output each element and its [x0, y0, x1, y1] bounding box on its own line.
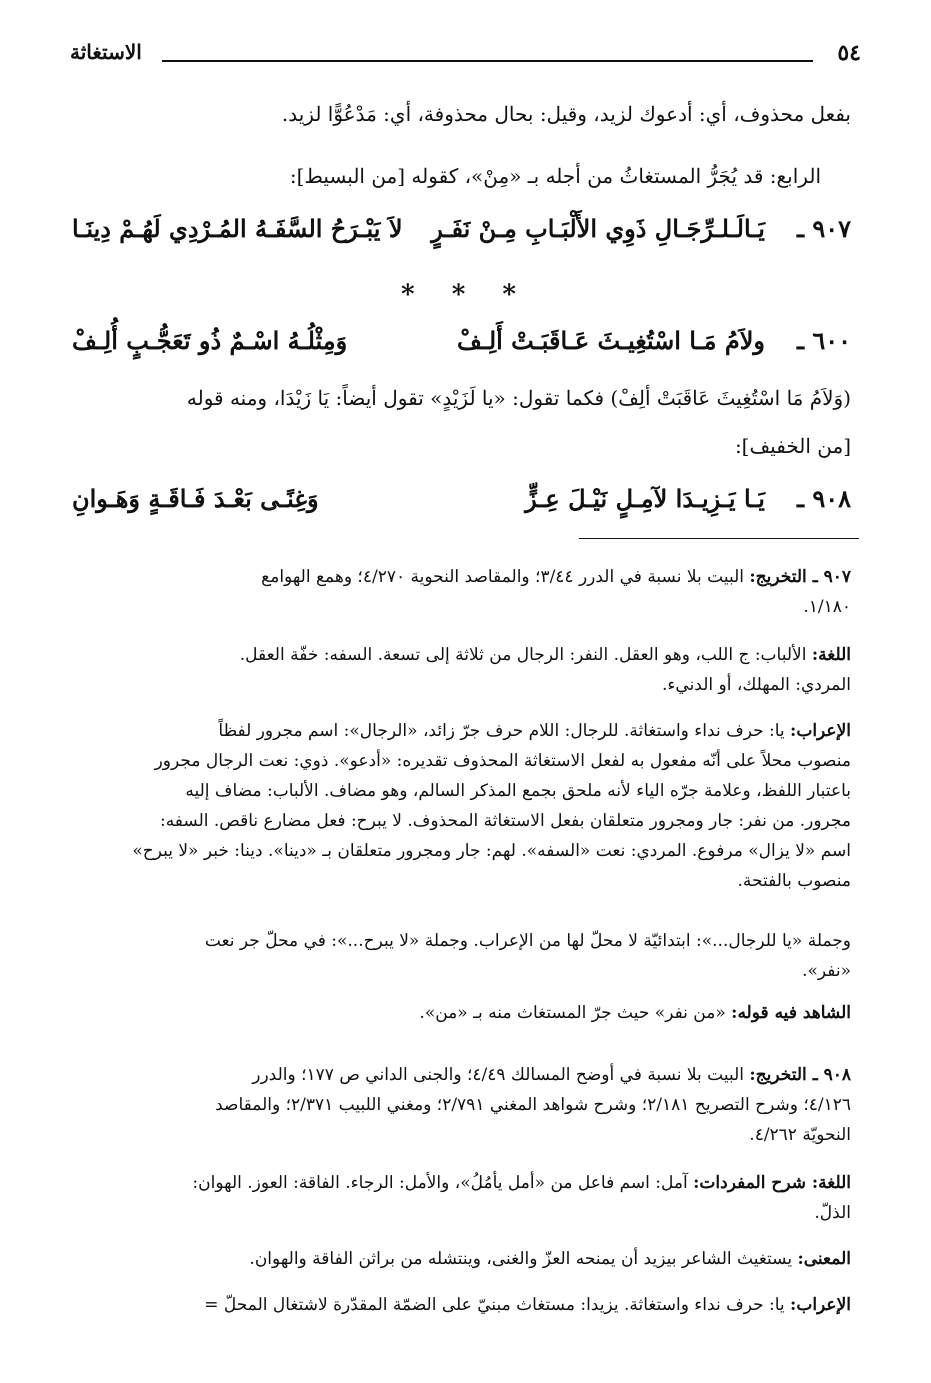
verse-908 — [72, 484, 851, 528]
footnote-text: البيت بلا نسبة في أوضح المسالك ٤/٤٩؛ والجنى الداني ص ١٧٧؛ والدرر — [252, 1065, 744, 1085]
footnote-label: ٩٠٨ ـ التخريج: — [749, 1065, 851, 1085]
verse-first-hemistich: يَـالَـلـرِّجَـالِ ذَوِي الأَلْبَـابِ مِـنْ نَفَـرٍ — [431, 214, 765, 243]
footnote-text: المردي: المهلك، أو الدنيء. — [662, 675, 851, 695]
footnote-text: باعتبار اللفظ، وعلامة جرّه الياء لأنه ملحق بجمع المذكر السالم، وهو مضاف. الألباب: مضاف إليه — [185, 781, 851, 801]
footnote-text: وجملة «يا للرجال...»: ابتدائيّة لا محلّ لها من الإعراب. وجملة «لا يبرح...»: في محلّ جر نعت — [204, 931, 851, 951]
footnote-text: يستغيث الشاعر بيزيد أن يمنحه العزّ والغنى، وينتشله من براثن الفاقة والهوان. — [249, 1249, 793, 1269]
footnote-separator — [579, 538, 859, 539]
verse-number: ٩٠٨ ـ — [796, 484, 851, 513]
footnote-text: «نفر». — [802, 961, 851, 981]
verse-number: ٦٠٠ ـ — [796, 326, 851, 355]
footnote-text: اسم «لا يزال» مرفوع. المردي: نعت «السفه». لهم: جار ومجرور متعلقان بـ «دينا». دينا: خبر «لا يبرح» — [132, 841, 851, 861]
verse-second-hemistich: وَغِنًـى بَعْـدَ فَـاقَـةٍ وَهَـوانِ — [72, 484, 319, 513]
footnote-text: منصوب محلاً على أنّه مفعول به لفعل الاستغاثة المحذوف تقديره: «أدعو». ذوي: نعت الرجال مجرور — [154, 751, 851, 771]
footnote-label: المعنى: — [797, 1249, 851, 1269]
body-line-2: الرابع: قد يُجَرُّ المستغاثُ من أجله بـ «مِنْ»، كقوله [من البسيط]: — [289, 164, 821, 188]
verse-number: ٩٠٧ ـ — [796, 214, 851, 243]
page-number: ٥٤ — [837, 40, 861, 66]
footnote-text: النحويّة ٤/٢٦٢. — [749, 1125, 851, 1145]
section-separator: * * * — [401, 280, 530, 310]
header-rule — [162, 60, 813, 62]
footnote-label: الإعراب: — [790, 1295, 851, 1315]
footnote-text: ١/١٨٠. — [803, 597, 851, 617]
footnote-908-irab — [70, 1290, 851, 1320]
verse-second-hemistich: وَمِثْلُـهُ اسْـمٌ ذُو تَعَجُّـبٍ أُلِـفْ — [72, 326, 348, 355]
body-line-1: بفعل محذوف، أي: أدعوك لزيد، وقيل: بحال محذوفة، أي: مَدْعُوًّا لزيد. — [281, 102, 851, 126]
running-header — [70, 40, 861, 74]
footnote-label: اللغة: — [811, 645, 851, 665]
footnote-907-irab — [70, 716, 851, 896]
footnote-text: منصوب بالفتحة. — [737, 871, 851, 891]
footnote-label: اللغة: شرح المفردات: — [693, 1173, 851, 1193]
footnote-label: ٩٠٧ ـ التخريج: — [749, 567, 851, 587]
footnote-text: آمل: اسم فاعل من «أمل يأمُلُ»، والأمل: الرجاء. الفاقة: العوز. الهوان: — [192, 1173, 688, 1193]
footnote-907-lugha — [70, 640, 851, 700]
footnote-text: «من نفر» حيث جرّ المستغاث منه بـ «من». — [419, 1003, 726, 1023]
footnote-907-jumla — [70, 926, 851, 986]
body-line-4: [من الخفيف]: — [734, 434, 851, 458]
footnote-907-shahid — [70, 998, 851, 1028]
footnote-text: يا: حرف نداء واستغاثة. يزيدا: مستغاث مبنيّ على الضمّة المقدّرة لاشتغال المحلّ = — [204, 1295, 785, 1315]
footnote-907-takhrij — [70, 562, 851, 622]
footnote-text: البيت بلا نسبة في الدرر ٣/٤٤؛ والمقاصد النحوية ٤/٢٧٠؛ وهمع الهوامع — [261, 567, 744, 587]
footnote-908-mana — [70, 1244, 851, 1274]
footnote-text: الألباب: ج اللب، وهو العقل. النفر: الرجال من ثلاثة إلى تسعة. السفه: خفّة العقل. — [239, 645, 807, 665]
verse-first-hemistich: يَـا يَـزِيـدَا لآمِـلٍ نَيْـلَ عِـزٍّ — [525, 484, 765, 513]
verse-second-hemistich: لاَ يَبْـرَحُ السَّفَـهُ المُـرْدِي لَهُـمْ دِينَـا — [72, 214, 403, 243]
footnote-label: الشاهد فيه قوله: — [731, 1003, 851, 1023]
footnote-label: الإعراب: — [790, 721, 851, 741]
chapter-title: الاستغاثة — [70, 40, 142, 64]
verse-600 — [72, 326, 851, 370]
body-line-3: (وَلاَمُ مَا اسْتُغِيثَ عَاقَبَتْ أَلِفْ) فكما تقول: «يا لَزَيْدٍ» تقول أيضاً: يَا زَيْدَا، ومنه قوله — [186, 386, 851, 410]
footnote-text: يا: حرف نداء واستغاثة. للرجال: اللام حرف جرّ زائد، «الرجال»: اسم مجرور لفظاً — [218, 721, 785, 741]
footnote-text: الذلّ. — [814, 1203, 851, 1223]
footnote-908-lugha — [70, 1168, 851, 1228]
footnote-908-takhrij — [70, 1060, 851, 1150]
verse-first-hemistich: ولاَمُ مَـا اسْتُغِيـثَ عَـاقَبَـتْ أَلِـفْ — [456, 326, 765, 355]
footnote-text: مجرور. من نفر: جار ومجرور متعلقان بفعل الاستغاثة المحذوف. لا يبرح: فعل مضارع ناقص. السفه: — [159, 811, 851, 831]
verse-907 — [72, 214, 851, 258]
footnote-text: ٤/١٢٦؛ وشرح التصريح ٢/١٨١؛ وشرح شواهد المغني ٢/٧٩١؛ ومغني اللبيب ٢/٣٧١؛ والمقاصد — [215, 1095, 851, 1115]
